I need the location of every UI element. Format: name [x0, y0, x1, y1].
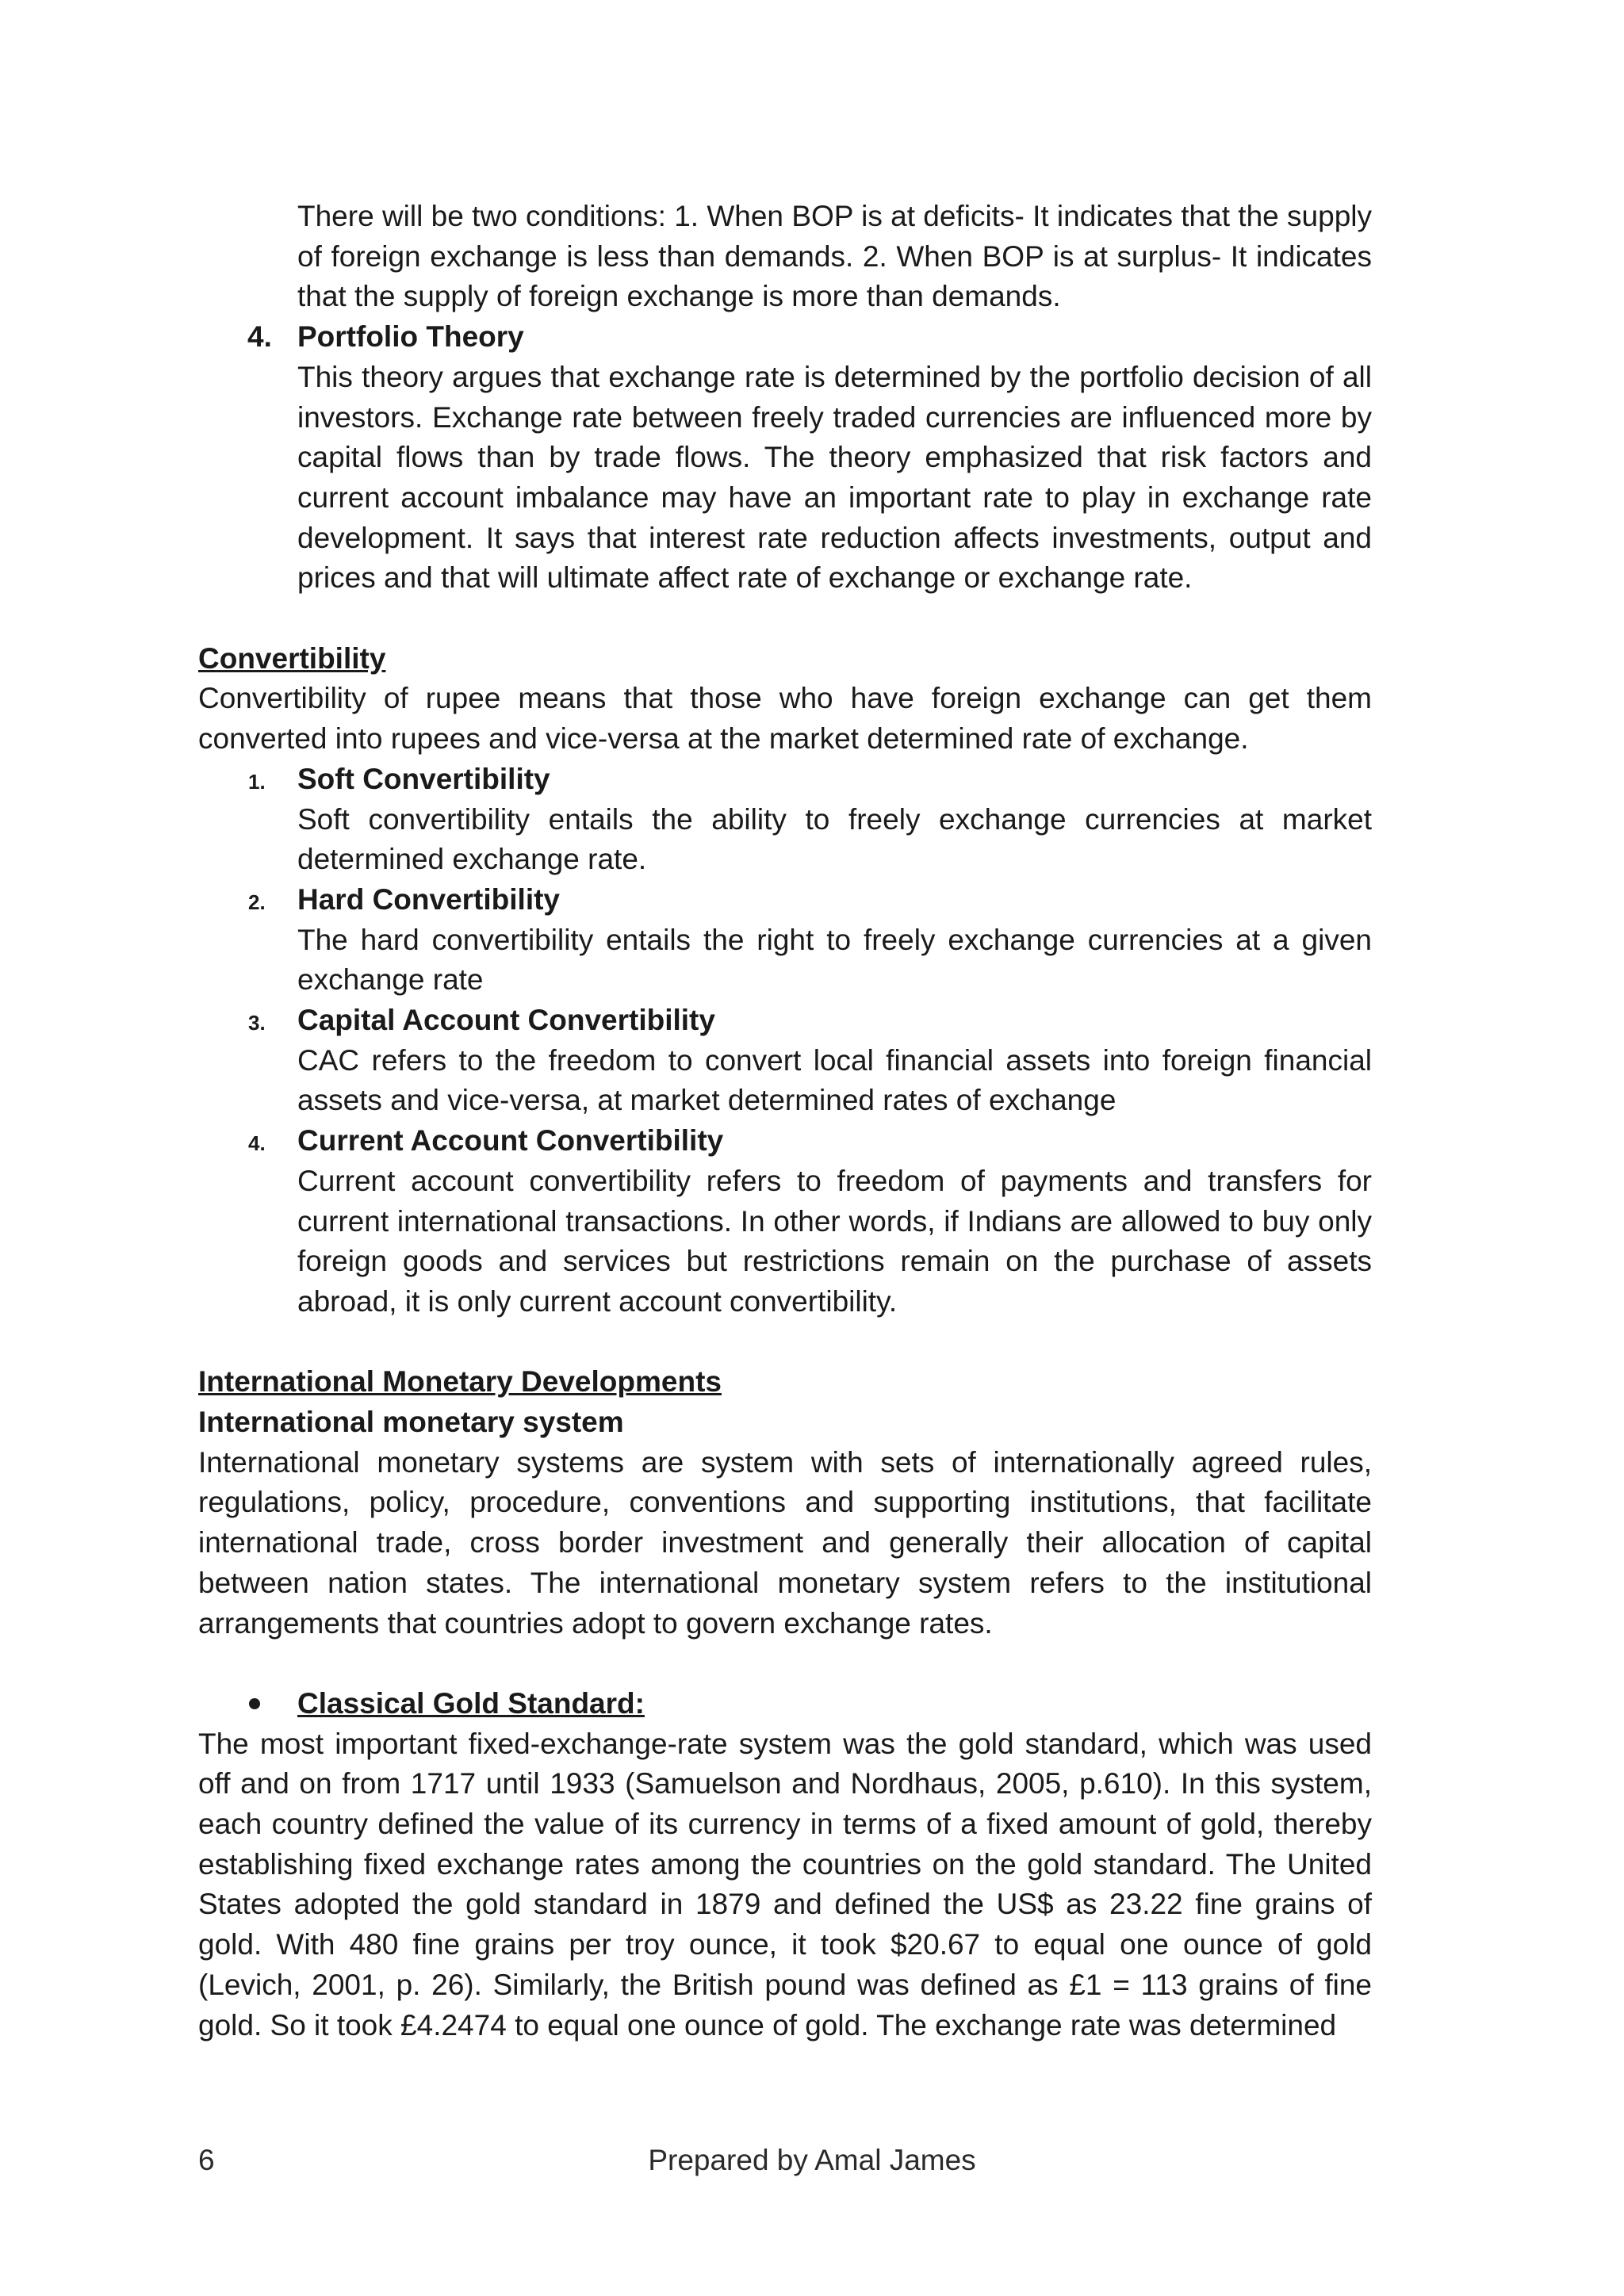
bullet-item-gold-standard: [297, 1684, 1372, 1724]
section-heading-monetary: International Monetary Developments: [198, 1365, 722, 1399]
gold-standard-body: The most important fixed-exchange-rate system was the gold standard, which was used off and on from 1717 until 1933 (Samuelson and Nordhaus, 2005, p.610). In this system, each country defined the value of its currency in terms of a fixed amount of gold, thereby establishing fixed exchange rates among the countries on the gold standard. The United States adopted the gold standard in 1879 and defined the US$ as 23.22 fine grains of gold. With 480 fine grains per troy ounce, it took $20.67 to equal one ounce of gold (Levich, 2001, p. 26). Similarly, the British pound was defined as £1 = 113 grains of fine gold. So it took £4.2474 to equal one ounce of gold. The exchange rate was determined: [198, 1727, 1372, 2042]
item-body: The hard convertibility entails the right to freely exchange currencies at a given exchange rate: [297, 923, 1372, 997]
page-content: [198, 197, 1372, 2045]
subheading-monetary-system: International monetary system: [198, 1406, 624, 1439]
monetary-body: International monetary systems are system with sets of internationally agreed rules, regulations, policy, procedure, conventions and supporting institutions, that facilitate international trade, cross border investment and generally their allocation of capital between nation states. The international monetary system refers to the institutional arrangements that countries adopt to govern exchange rates.: [198, 1445, 1372, 1640]
intro-block: [297, 197, 1372, 317]
list-item: [248, 880, 1372, 1001]
list-number: 3.: [248, 1011, 266, 1035]
list-number: 1.: [248, 769, 266, 794]
item-body: This theory argues that exchange rate is determined by the portfolio decision of all investors. Exchange rate between freely traded currencies are influenced more by capital flows than by trade flows. The theory emphasized that risk factors and current account imbalance may have an important rate to play in exchange rate development. It says that interest rate reduction affects investments, output and prices and that will ultimate affect rate of exchange or exchange rate.: [297, 360, 1372, 595]
section-heading-convertibility: Convertibility: [198, 641, 386, 675]
item-title: Hard Convertibility: [297, 882, 560, 916]
gold-standard-title: Classical Gold Standard:: [297, 1686, 645, 1720]
item-body: Soft convertibility entails the ability to freely exchange currencies at market determined exchange rate.: [297, 802, 1372, 876]
item-title: Soft Convertibility: [297, 762, 550, 795]
footer-credit: Prepared by Amal James: [648, 2144, 976, 2176]
page-number: 6: [198, 2144, 215, 2176]
item-body: CAC refers to the freedom to convert local financial assets into foreign financial assets and vice-versa, at market determined rates of exchange: [297, 1043, 1372, 1117]
item-title: Current Account Convertibility: [297, 1124, 724, 1158]
list-number: 2.: [248, 890, 266, 914]
item-title: Capital Account Convertibility: [297, 1004, 715, 1037]
bullet-icon: [249, 1698, 260, 1709]
list-number: 4.: [248, 1131, 266, 1156]
list-item: [248, 1121, 1372, 1322]
portfolio-theory-item: [247, 317, 1372, 599]
convertibility-intro: Convertibility of rupee means that those who have foreign exchange can get them converted into rupees and vice-versa at the market determined rate of exchange.: [198, 682, 1372, 756]
list-number: 4.: [247, 320, 272, 354]
list-item: [248, 760, 1372, 880]
intro-paragraph: There will be two conditions: 1. When BOP is at deficits- It indicates that the supply of foreign exchange is less than demands. 2. When BOP is at surplus- It indicates that the supply of foreign exchange is more than demands.: [297, 200, 1372, 313]
item-title: Portfolio Theory: [297, 320, 524, 354]
item-body: Current account convertibility refers to freedom of payments and transfers for current international transactions. In other words, if Indians are allowed to buy only foreign goods and services but restrictions remain on the purchase of assets abroad, it is only current account convertibility.: [297, 1164, 1372, 1318]
list-item: [248, 1001, 1372, 1121]
